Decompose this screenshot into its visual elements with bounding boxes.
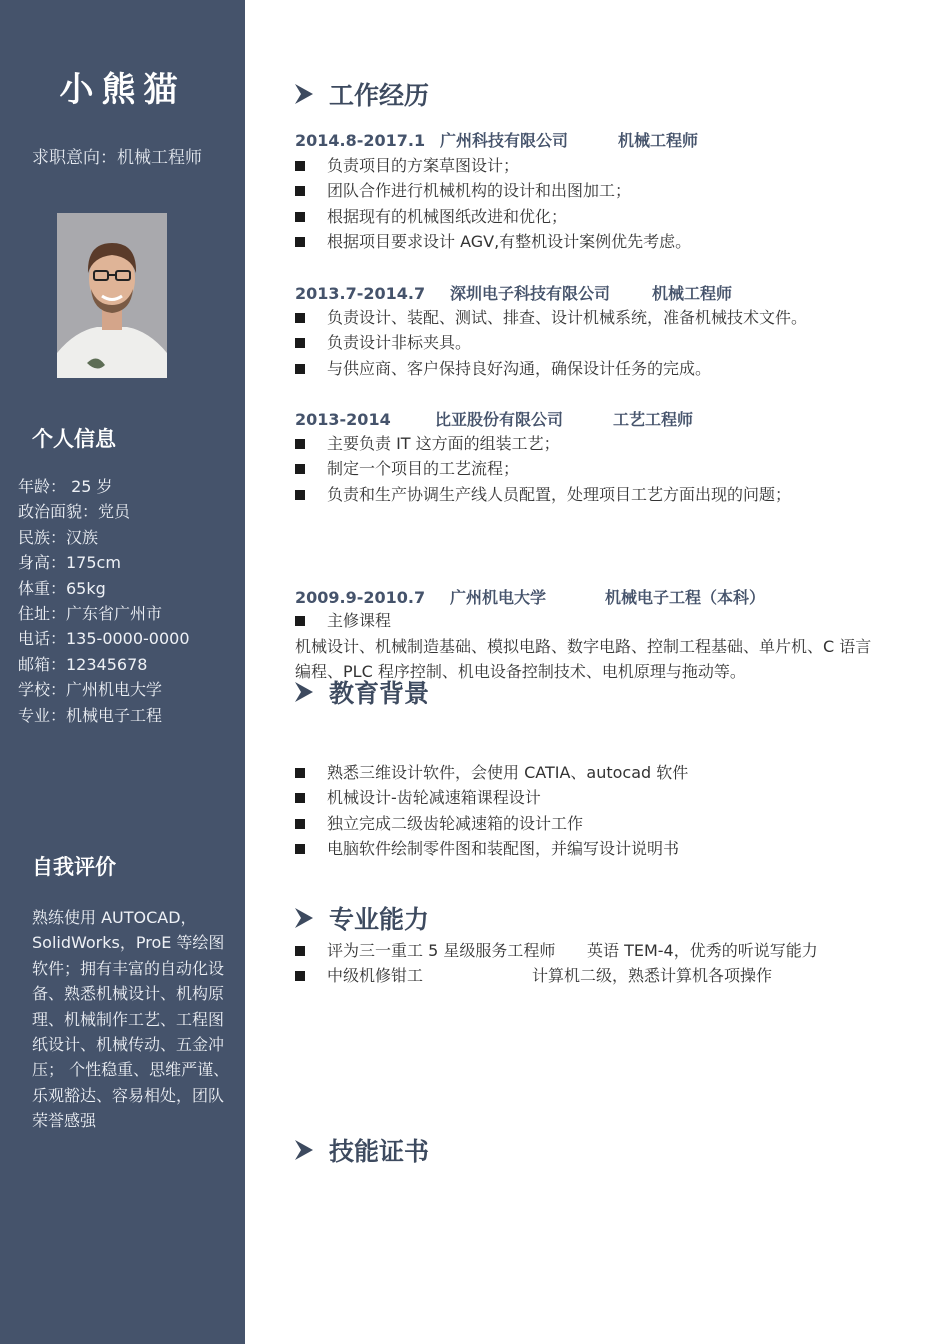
list-item: 主要负责 IT 这方面的组装工艺； <box>295 431 791 456</box>
edu-school: 广州机电大学 <box>450 588 547 607</box>
info-politics: 政治面貌：党员 <box>18 502 131 522</box>
list-item: 负责项目的方案草图设计； <box>295 153 691 178</box>
job-2-period: 2013.7-2014.7 <box>295 284 426 303</box>
certs-title-text: 技能证书 <box>329 1137 430 1166</box>
list-item: 与供应商、客户保持良好沟通，确保设计任务的完成。 <box>295 356 807 381</box>
job-2-duties <box>295 305 807 381</box>
person-portrait-icon <box>57 213 167 378</box>
ability-section-title <box>293 900 429 936</box>
info-phone: 电话：135-0000-0000 <box>18 629 190 649</box>
certs-section-title <box>293 1132 429 1168</box>
job-intent: 求职意向：机械工程师 <box>32 148 202 168</box>
education-section-title <box>293 674 429 710</box>
info-ethnicity: 民族：汉族 <box>18 527 99 547</box>
list-item: 独立完成二级齿轮减速箱的设计工作 <box>295 811 688 836</box>
info-address: 住址：广东省广州市 <box>18 604 163 624</box>
work-title-text: 工作经历 <box>329 81 430 110</box>
personal-info-heading: 个人信息 <box>32 427 116 451</box>
list-item: 负责设计、装配、测试、排查、设计机械系统，准备机械技术文件。 <box>295 305 807 330</box>
list-item: 电脑软件绘制零件图和装配图，并编写设计说明书 <box>295 836 688 861</box>
sidebar <box>0 0 245 1344</box>
job-2-role: 机械工程师 <box>652 284 733 303</box>
self-eval-heading: 自我评价 <box>32 855 116 879</box>
list-item: 根据现有的机械图纸改进和优化； <box>295 204 691 229</box>
job-1-header <box>295 128 698 151</box>
job-1-duties <box>295 153 691 255</box>
job-1-period: 2014.8-2017.1 <box>295 131 426 150</box>
list-item: 熟悉三维设计软件，会使用 CATIA、autocad 软件 <box>295 760 688 785</box>
list-item: 根据项目要求设计 AGV,有整机设计案例优先考虑。 <box>295 229 691 254</box>
arrow-right-icon <box>293 82 315 106</box>
job-3-duties <box>295 431 791 507</box>
list-item: 评为三一重工 5 星级服务工程师 英语 TEM-4，优秀的听说写能力 <box>295 938 818 963</box>
info-email: 邮箱：12345678 <box>18 654 148 674</box>
info-weight: 体重：65kg <box>18 578 106 598</box>
edu-course-label-list <box>295 608 391 633</box>
job-3-header <box>295 407 693 430</box>
edu-period: 2009.9-2010.7 <box>295 588 426 607</box>
list-item: 团队合作进行机械机构的设计和出图加工； <box>295 178 691 203</box>
edu-header <box>295 585 765 608</box>
list-item: 主修课程 <box>295 608 391 633</box>
self-eval-text: 熟练使用 AUTOCAD，SolidWorks，ProE 等绘图软件；拥有丰富的自动化设备、熟悉机械设计、机构原理、机械制作工艺、工程图纸设计、机械传动、五金冲压； 个性稳重、思维严谨、乐观豁达、容易相处，团队荣誉感强 <box>32 908 230 1131</box>
edu-courses: 机械设计、机械制造基础、模拟电路、数字电路、控制工程基础、单片机、C 语言编程、PLC 程序控制、机电设备控制技术、电机原理与拖动等。 <box>295 637 872 682</box>
list-item: 负责和生产协调生产线人员配置，处理项目工艺方面出现的问题； <box>295 482 791 507</box>
info-age: 年龄： 25 岁 <box>18 477 113 496</box>
personal-info-list <box>18 474 190 728</box>
job-1-role: 机械工程师 <box>618 131 699 150</box>
ability-title-text: 专业能力 <box>329 905 430 934</box>
edu-major: 机械电子工程（本科） <box>605 588 766 607</box>
job-1-company: 广州科技有限公司 <box>440 131 569 150</box>
job-2-company: 深圳电子科技有限公司 <box>450 284 611 303</box>
education-title-text: 教育背景 <box>329 679 430 708</box>
job-3-company: 比亚股份有限公司 <box>435 410 564 429</box>
work-section-title <box>293 76 429 112</box>
info-height: 身高：175cm <box>18 553 121 573</box>
arrow-right-icon <box>293 906 315 930</box>
job-3-role: 工艺工程师 <box>613 410 694 429</box>
arrow-right-icon <box>293 680 315 704</box>
edu-items <box>295 760 688 862</box>
main-content <box>245 0 950 1344</box>
info-major: 专业：机械电子工程 <box>18 705 163 725</box>
job-3-period: 2013-2014 <box>295 410 391 429</box>
arrow-right-icon <box>293 1138 315 1162</box>
list-item: 机械设计-齿轮减速箱课程设计 <box>295 785 688 810</box>
candidate-name: 小熊猫 <box>59 70 186 110</box>
info-school: 学校：广州机电大学 <box>18 680 163 700</box>
list-item: 中级机修钳工 计算机二级，熟悉计算机各项操作 <box>295 963 818 988</box>
list-item: 制定一个项目的工艺流程； <box>295 456 791 481</box>
job-2-header <box>295 281 732 304</box>
ability-list <box>295 938 818 989</box>
profile-photo <box>57 213 167 378</box>
list-item: 负责设计非标夹具。 <box>295 330 807 355</box>
